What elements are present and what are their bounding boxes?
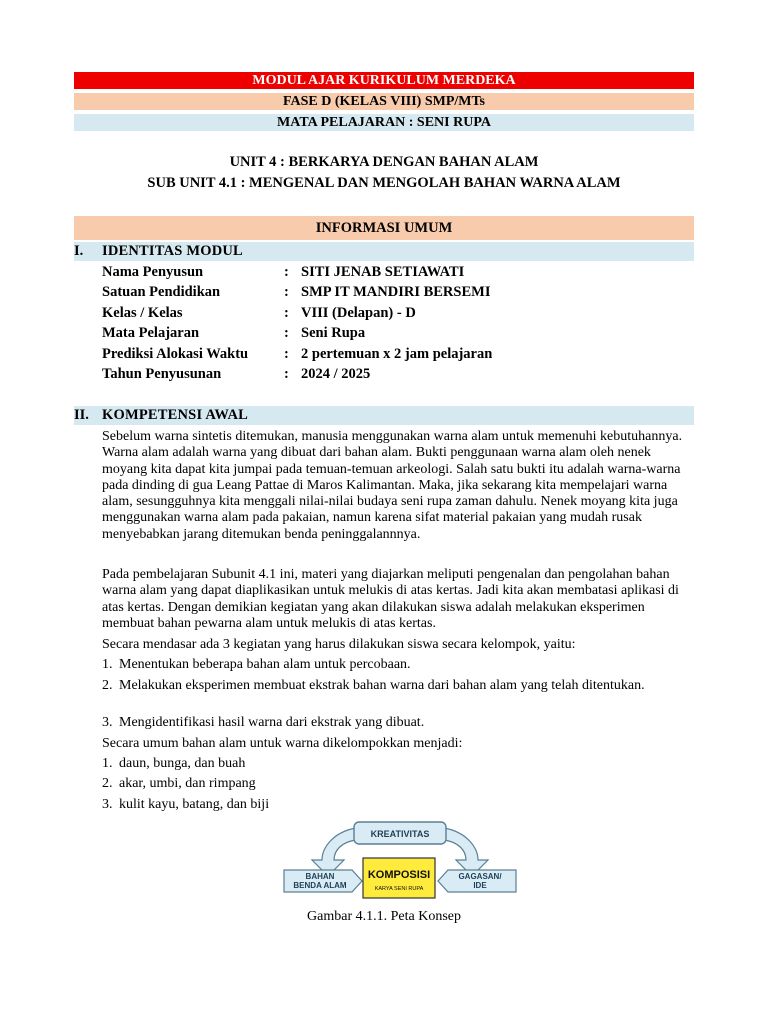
list-number: 3. — [102, 797, 113, 812]
competence-paragraph: Sebelum warna sintetis ditemukan, manusia menggunakan warna alam untuk memenuhi kebutuhannya. Warna alam adalah warna yang dibuat dari bahan alam. Bukti penggunaan warna alam oleh nenek moyang kita dapat kita jumpai pada temuan-temuan arkeologi. Salah satu bukti itu adalah warna-warna pada dinding di gua Leang Pattae di Maros Kalimantan. Maka, jika sekarang kita mempelajari warna alam, sesungguhnya kita menggali nilai-nilai budaya seni rupa zaman dahulu. Nenek moyang kita juga menggunakan warna alam pada pakaian, namun karena sifat material pakaian yang mudah rusak menyebabkan jarang ditemukan benda peninggalannnya. — [102, 429, 683, 542]
subunit-title: SUB UNIT 4.1 : MENGENAL DAN MENGOLAH BAHAN WARNA ALAM — [147, 175, 621, 191]
identity-value: Seni Rupa — [301, 325, 366, 341]
top-box-label: KREATIVITAS — [370, 829, 430, 839]
identity-label: Satuan Pendidikan — [102, 284, 221, 300]
competence-heading: KOMPETENSI AWAL — [102, 407, 249, 423]
right-box-label: IDE — [473, 881, 487, 890]
identity-value: 2024 / 2025 — [301, 366, 371, 382]
identity-colon: : — [284, 325, 289, 341]
left-box-label: BAHAN — [305, 872, 335, 881]
identity-heading: IDENTITAS MODUL — [102, 243, 243, 259]
list-number: 3. — [102, 715, 113, 730]
list-text: Melakukan eksperimen membuat ekstrak bahan warna dari bahan alam yang telah ditentukan. — [119, 678, 645, 693]
identity-value: SITI JENAB SETIAWATI — [301, 264, 465, 280]
identity-row — [102, 364, 702, 384]
right-box-label: GAGASAN/ — [458, 872, 502, 881]
identity-colon: : — [284, 264, 289, 280]
concept-map-diagram — [278, 814, 522, 904]
competence-paragraph: Pada pembelajaran Subunit 4.1 ini, materi yang diajarkan meliputi pengenalan dan pengolahan bahan warna alam yang dapat diaplikasikan untuk melukis di atas kertas. Jadi kita akan membatasi aplikasi di atas kertas. Dengan demikian kegiatan yang akan dilakukan siswa adalah melakukan eksperimen membuat bahan pewarna alam untuk melukis di atas kertas. — [102, 567, 679, 631]
phase-band: FASE D (KELAS VIII) SMP/MTs — [74, 93, 694, 110]
list-text: Mengidentifikasi hasil warna dari ekstrak yang dibuat. — [119, 715, 425, 730]
list-text: akar, umbi, dan rimpang — [119, 776, 256, 791]
center-box-main-label: KOMPOSISI — [367, 869, 431, 881]
identity-row — [102, 323, 702, 343]
identity-number: I. — [74, 243, 84, 259]
identity-value: SMP IT MANDIRI BERSEMI — [301, 284, 491, 300]
list-number: 2. — [102, 678, 113, 693]
info-heading: INFORMASI UMUM — [74, 216, 694, 240]
list-number: 1. — [102, 756, 113, 771]
figure-caption: Gambar 4.1.1. Peta Konsep — [307, 909, 461, 924]
identity-colon: : — [284, 305, 289, 321]
identity-row — [102, 262, 702, 282]
subject-band: MATA PELAJARAN : SENI RUPA — [74, 114, 694, 131]
competence-paragraph: Secara umum bahan alam untuk warna dikelompokkan menjadi: — [102, 736, 463, 751]
left-box-label: BENDA ALAM — [293, 881, 347, 890]
center-box-sub-label: KARYA SENI RUPA — [374, 886, 424, 892]
list-number: 2. — [102, 776, 113, 791]
identity-row — [102, 282, 702, 302]
identity-label: Kelas / Kelas — [102, 305, 183, 321]
identity-row — [102, 303, 702, 323]
list-text: kulit kayu, batang, dan biji — [119, 797, 270, 812]
list-text: daun, bunga, dan buah — [119, 756, 246, 771]
cycle-arrow-right — [444, 828, 488, 876]
identity-label: Nama Penyusun — [102, 264, 204, 280]
identity-colon: : — [284, 346, 289, 362]
list-text: Menentukan beberapa bahan alam untuk percobaan. — [119, 657, 411, 672]
identity-label: Prediksi Alokasi Waktu — [102, 346, 249, 362]
module-title-band: MODUL AJAR KURIKULUM MERDEKA — [74, 72, 694, 89]
identity-value: VIII (Delapan) - D — [301, 305, 416, 321]
competence-paragraph: Secara mendasar ada 3 kegiatan yang harus dilakukan siswa secara kelompok, yaitu: — [102, 637, 576, 652]
identity-value: 2 pertemuan x 2 jam pelajaran — [301, 346, 493, 362]
list-number: 1. — [102, 657, 113, 672]
identity-colon: : — [284, 284, 289, 300]
competence-number: II. — [74, 407, 89, 423]
unit-title: UNIT 4 : BERKARYA DENGAN BAHAN ALAM — [229, 154, 539, 170]
cycle-arrow-left — [312, 828, 356, 876]
identity-label: Mata Pelajaran — [102, 325, 200, 341]
identity-label: Tahun Penyusunan — [102, 366, 222, 382]
identity-colon: : — [284, 366, 289, 382]
identity-row — [102, 344, 702, 364]
